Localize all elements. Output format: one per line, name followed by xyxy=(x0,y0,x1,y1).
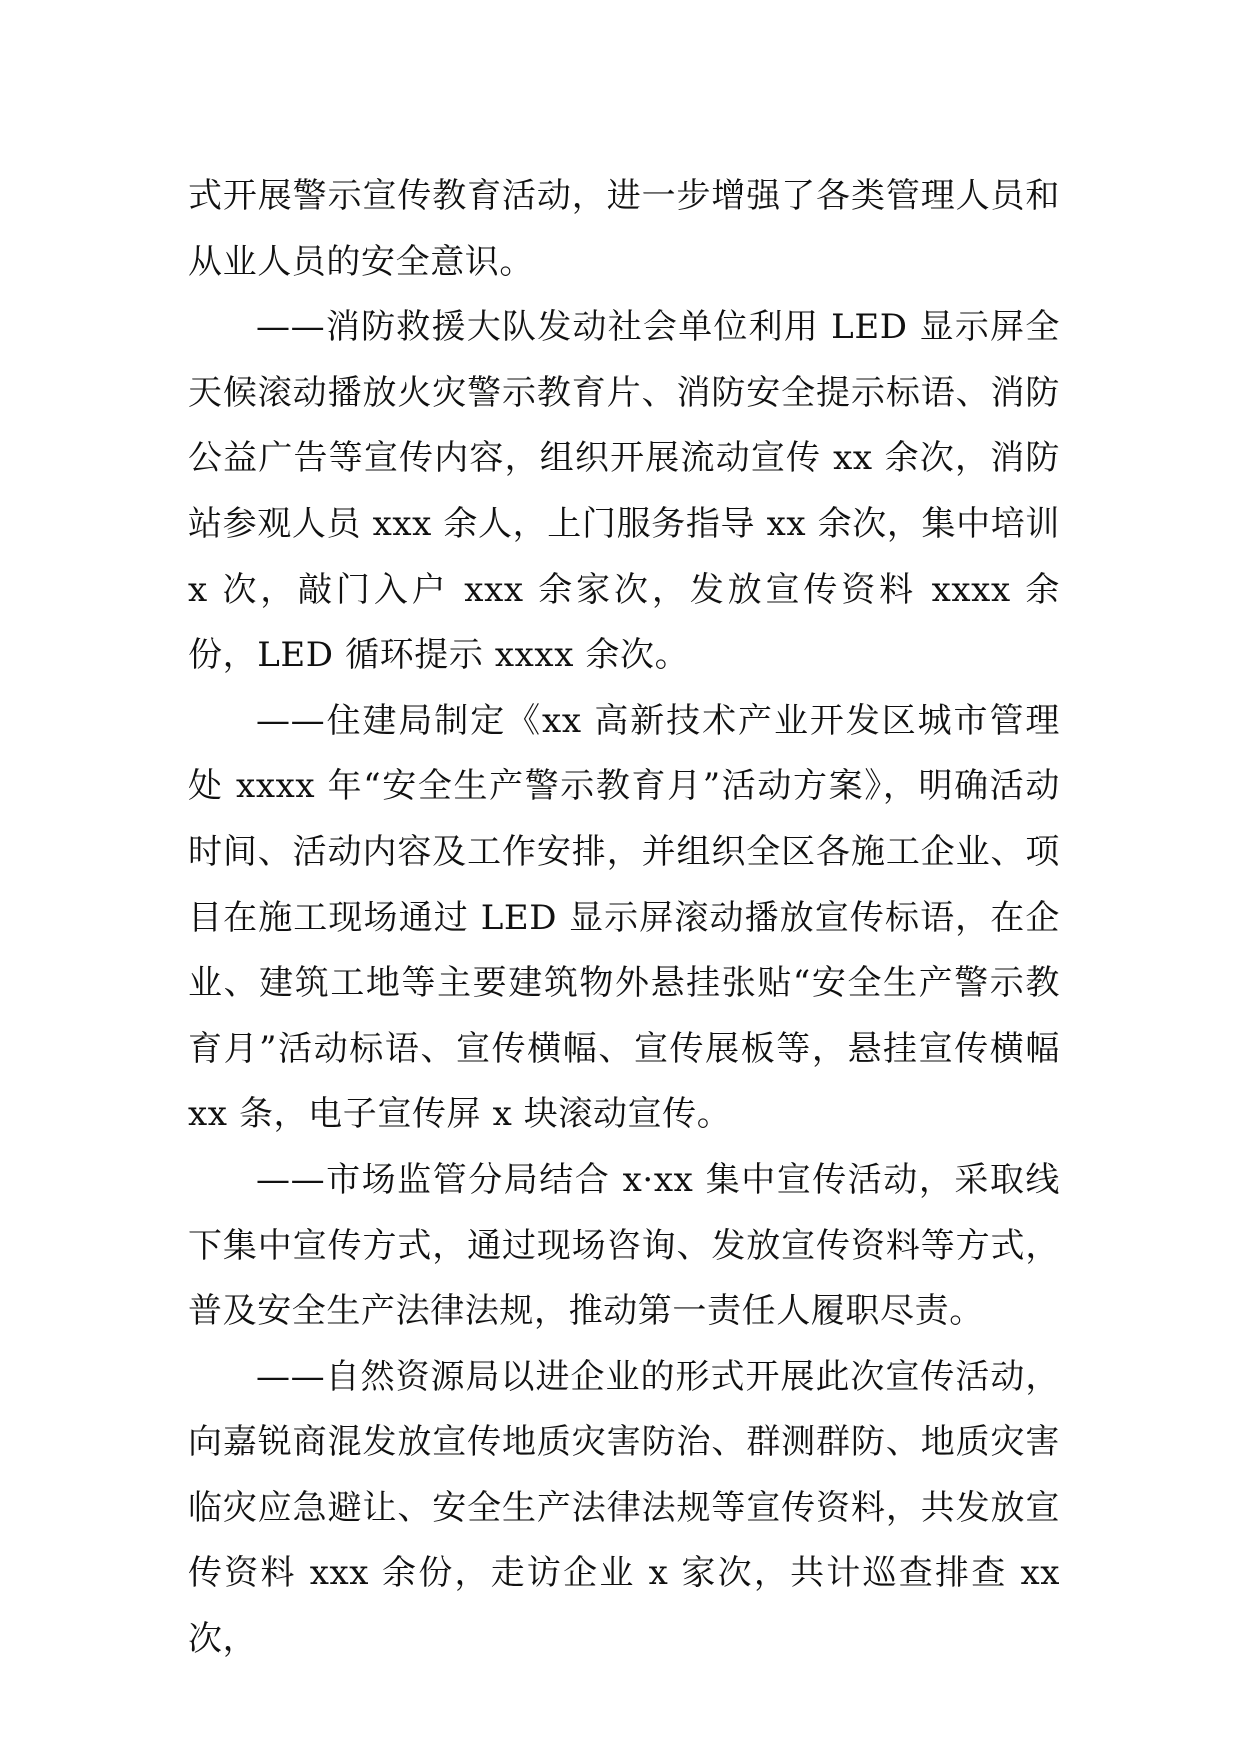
paragraph-continuation: 式开展警示宣传教育活动，进一步增强了各类管理人员和从业人员的安全意识。 xyxy=(188,176,1060,282)
paragraph-natural-resources: ——自然资源局以进企业的形式开展此次宣传活动，向嘉锐商混发放宣传地质灾害防治、群测群防、地质灾害临灾应急避让、安全生产法律法规等宣传资料，共发放宣传资料 xxx 余份，走访企业 x 家次，共计巡查排查 xx 次， xyxy=(188,1356,1060,1660)
paragraph-housing-construction: ——住建局制定《xx 高新技术产业开发区城市管理处 xxxx 年“安全生产警示教育月”活动方案》，明确活动时间、活动内容及工作安排，并组织全区各施工企业、项目在施工现场通过 LED 显示屏滚动播放宣传标语，在企业、建筑工地等主要建筑物外悬挂张贴“安全生产警示教育月”活动标语、宣传横幅、宣传展板等，悬挂宣传横幅 xx 条，电子宣传屏 x 块滚动宣传。 xyxy=(188,700,1060,1135)
document-body xyxy=(188,164,1060,1673)
paragraph-fire-rescue: ——消防救援大队发动社会单位利用 LED 显示屏全天候滚动播放火灾警示教育片、消防安全提示标语、消防公益广告等宣传内容，组织开展流动宣传 xx 余次，消防站参观人员 xxx 余人，上门服务指导 xx 余次，集中培训 x 次，敲门入户 xxx 余家次，发放宣传资料 xxxx 余份，LED 循环提示 xxxx 余次。 xyxy=(188,307,1060,676)
paragraph-market-supervision: ——市场监管分局结合 x·xx 集中宣传活动，采取线下集中宣传方式，通过现场咨询、发放宣传资料等方式，普及安全生产法律法规，推动第一责任人履职尽责。 xyxy=(188,1159,1060,1332)
